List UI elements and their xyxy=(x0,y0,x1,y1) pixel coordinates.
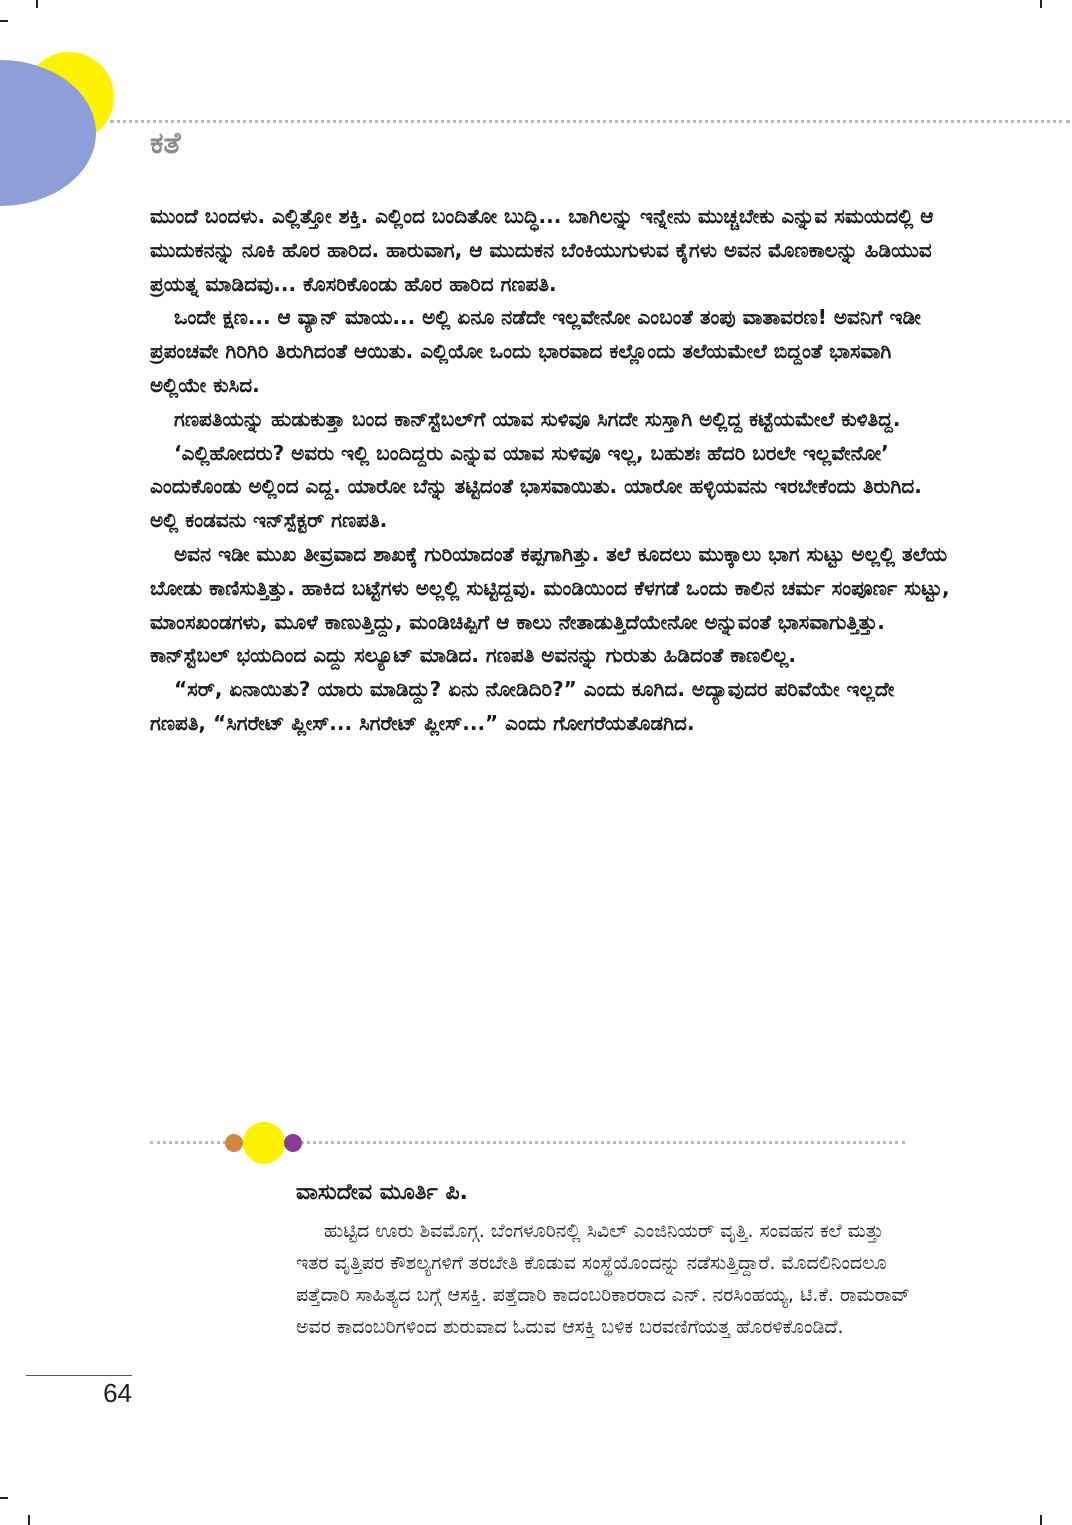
author-name: ವಾಸುದೇವ ಮೂರ್ತಿ ಪಿ. xyxy=(296,1180,468,1205)
yellow-dot xyxy=(243,1122,285,1164)
crop-mark-left-lower xyxy=(0,1497,8,1499)
orange-dot xyxy=(225,1134,243,1152)
story-paragraph: ಮುಂದೆ ಬಂದಳು. ಎಲ್ಲಿತ್ತೋ ಶಕ್ತಿ. ಎಲ್ಲಿಂದ ಬಂದಿತೋ ಬುದ್ಧಿ... ಬಾಗಿಲನ್ನು ಇನ್ನೇನು ಮುಚ್ಚಬೇಕು ಎನ್ನುವ ಸಮಯದಲ್ಲಿ ಆ ಮುದುಕನನ್ನು ನೂಕಿ ಹೊರ ಹಾರಿದ. ಹಾರುವಾಗ, ಆ ಮುದುಕನ ಬೆಂಕಿಯುಗುಳುವ ಕೈಗಳು ಅವನ ಮೊಣಕಾಲನ್ನು ಹಿಡಿಯುವ ಪ್ರಯತ್ನ ಮಾಡಿದವು... ಕೊಸರಿಕೊಂಡು ಹೊರ ಹಾರಿದ ಗಣಪತಿ. xyxy=(150,204,934,296)
purple-dot xyxy=(284,1134,302,1152)
crop-mark-top-left xyxy=(36,0,38,8)
crop-mark-bottom-left xyxy=(28,1515,30,1525)
crop-mark-left-upper xyxy=(0,20,8,22)
section-title: ಕತೆ xyxy=(150,126,181,161)
story-paragraph: ‘ಎಲ್ಲಿಹೋದರು? ಅವರು ಇಲ್ಲಿ ಬಂದಿದ್ದರು ಎನ್ನುವ ಯಾವ ಸುಳಿವೂ ಇಲ್ಲ, ಬಹುಶಃ ಹೆದರಿ ಬರಲೇ ಇಲ್ಲವೇನೋ’ ಎಂದುಕೊಂಡು ಅಲ್ಲಿಂದ ಎದ್ದ. ಯಾರೋ ಬೆನ್ನು ತಟ್ಟಿದಂತೆ ಭಾಸವಾಯಿತು. ಯಾರೋ ಹಳ್ಳಿಯವನು ಇರಬೇಕೆಂದು ತಿರುಗಿದ. ಅಲ್ಲಿ ಕಂಡವನು ಇನ್‌ಸ್ಪೆಕ್ಟರ್ ಗಣಪತಿ. xyxy=(150,440,922,533)
header-dotted-rule xyxy=(110,120,1070,123)
story-paragraph: ಅವನ ಇಡೀ ಮುಖ ತೀವ್ರವಾದ ಶಾಖಕ್ಕೆ ಗುರಿಯಾದಂತೆ ಕಪ್ಪಗಾಗಿತ್ತು. ತಲೆ ಕೂದಲು ಮುಕ್ಕಾಲು ಭಾಗ ಸುಟ್ಟು ಅಲ್ಲಲ್ಲಿ ತಲೆಯ ಬೋಡು ಕಾಣಿಸುತ್ತಿತ್ತು. ಹಾಕಿದ ಬಟ್ಟೆಗಳು ಅಲ್ಲಲ್ಲಿ ಸುಟ್ಟಿದ್ದವು. ಮಂಡಿಯಿಂದ ಕೆಳಗಡೆ ಒಂದು ಕಾಲಿನ ಚರ್ಮ ಸಂಪೂರ್ಣ ಸುಟ್ಟು, ಮಾಂಸಖಂಡಗಳು, ಮೂಳೆ ಕಾಣುತ್ತಿದ್ದು, ಮಂಡಿಚಿಪ್ಪಿಗೆ ಆ ಕಾಲು ನೇತಾಡುತ್ತಿದೆಯೇನೋ ಅನ್ನುವಂತೆ ಭಾಸವಾಗುತ್ತಿತ್ತು. ಕಾನ್‌ಸ್ಟೆಬಲ್ ಭಯದಿಂದ ಎದ್ದು ಸಲ್ಯೂಟ್ ಮಾಡಿದ. ಗಣಪತಿ ಅವನನ್ನು ಗುರುತು ಹಿಡಿದಂತೆ ಕಾಣಲಿಲ್ಲ. xyxy=(150,541,950,668)
story-paragraph: ಒಂದೇ ಕ್ಷಣ... ಆ ವ್ಯಾನ್ ಮಾಯ... ಅಲ್ಲಿ ಏನೂ ನಡೆದೇ ಇಲ್ಲವೇನೋ ಎಂಬಂತೆ ತಂಪು ವಾತಾವರಣ! ಅವನಿಗೆ ಇಡೀ ಪ್ರಪಂಚವೇ ಗಿರಿಗಿರಿ ತಿರುಗಿದಂತೆ ಆಯಿತು. ಎಲ್ಲಿಯೋ ಒಂದು ಭಾರವಾದ ಕಲ್ಲೊಂದು ತಲೆಯಮೇಲೆ ಬಿದ್ದಂತೆ ಭಾಸವಾಗಿ ಅಲ್ಲಿಯೇ ಕುಸಿದ. xyxy=(150,305,921,397)
crop-mark-bottom-right xyxy=(1040,1515,1042,1525)
crop-mark-top-right xyxy=(1040,0,1042,8)
story-paragraph: ಗಣಪತಿಯನ್ನು ಹುಡುಕುತ್ತಾ ಬಂದ ಕಾನ್‌ಸ್ಟೆಬಲ್‌ಗೆ ಯಾವ ಸುಳಿವೂ ಸಿಗದೇ ಸುಸ್ತಾಗಿ ಅಲ್ಲಿದ್ದ ಕಟ್ಟೆಯಮೇಲೆ ಕುಳಿತಿದ್ದ. xyxy=(174,406,901,431)
author-bio: ಹುಟ್ಟಿದ ಊರು ಶಿವಮೊಗ್ಗ. ಬೆಂಗಳೂರಿನಲ್ಲಿ ಸಿವಿಲ್ ಎಂಜಿನಿಯರ್ ವೃತ್ತಿ. ಸಂವಹನ ಕಲೆ ಮತ್ತು ಇತರ ವೃತ್ತಿಪರ ಕೌಶಲ್ಯಗಳಿಗೆ ತರಬೇತಿ ಕೊಡುವ ಸಂಸ್ಥೆಯೊಂದನ್ನು ನಡೆಸುತ್ತಿದ್ದಾರೆ. ಮೊದಲಿನಿಂದಲೂ ಪತ್ತೆದಾರಿ ಸಾಹಿತ್ಯದ ಬಗ್ಗೆ ಆಸಕ್ತಿ. ಪತ್ತೆದಾರಿ ಕಾದಂಬರಿಕಾರರಾದ ಎನ್. ನರಸಿಂಹಯ್ಯ, ಟಿ.ಕೆ. ರಾಮರಾವ್ ಅವರ ಕಾದಂಬರಿಗಳಿಂದ ಶುರುವಾದ ಓದುವ ಆಸಕ್ತಿ ಬಳಿಕ ಬರವಣಿಗೆಯತ್ತ ಹೊರಳಿಕೊಂಡಿದೆ. xyxy=(296,1220,910,1338)
author-section xyxy=(296,1177,916,1343)
page-number: 64 xyxy=(103,1378,132,1408)
story-body xyxy=(150,200,950,741)
story-paragraph: “ಸರ್, ಏನಾಯಿತು? ಯಾರು ಮಾಡಿದ್ದು? ಏನು ನೋಡಿದಿರಿ?” ಎಂದು ಕೂಗಿದ. ಅದ್ಯಾವುದರ ಪರಿವೆಯೇ ಇಲ್ಲದೇ ಗಣಪತಿ, “ಸಿಗರೇಟ್ ಪ್ಲೀಸ್... ಸಿಗರೇಟ್ ಪ್ಲೀಸ್...” ಎಂದು ಗೋಗರೆಯತೊಡಗಿದ. xyxy=(150,677,895,735)
